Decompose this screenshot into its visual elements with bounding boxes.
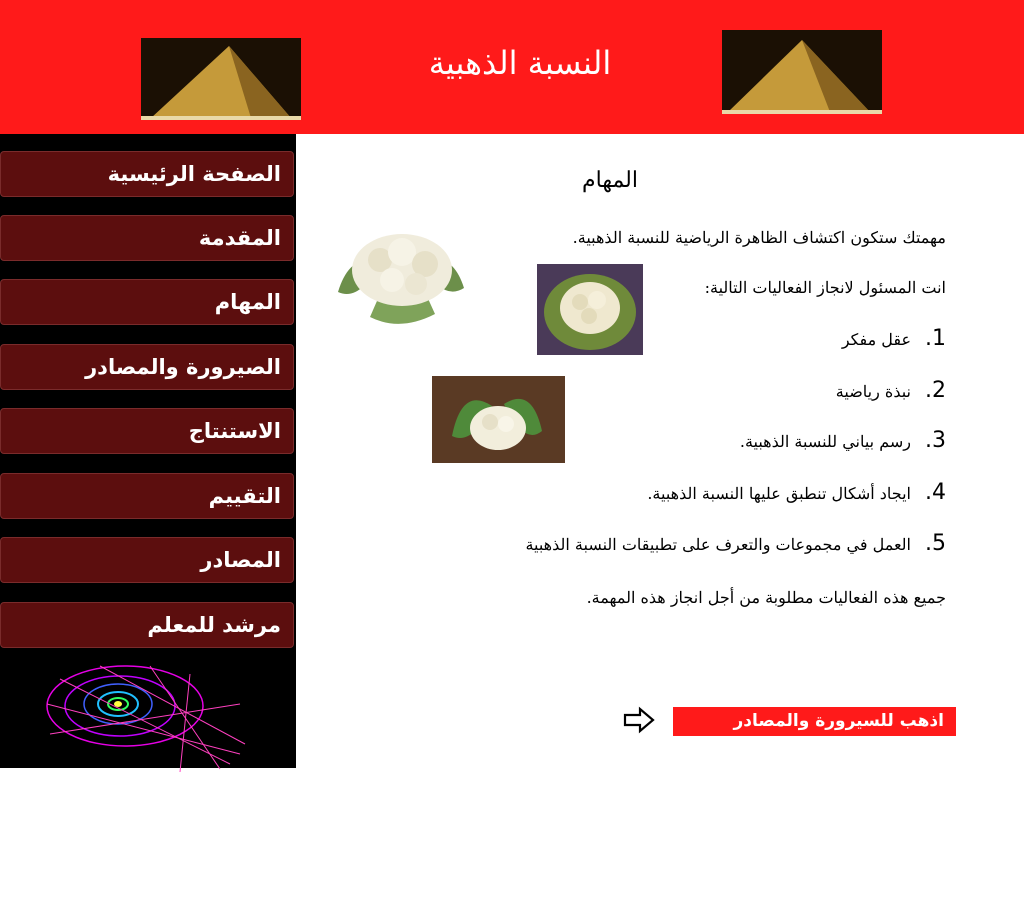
sidebar-item-sources[interactable]: المصادر: [0, 537, 294, 583]
header-banner: [0, 0, 1024, 134]
pyramid-image-left: [141, 38, 301, 120]
golden-spiral-icon: [40, 664, 250, 774]
sidebar: [0, 134, 296, 768]
cauliflower-image: [537, 264, 643, 355]
sidebar-item-evaluation[interactable]: التقييم: [0, 473, 294, 519]
section-heading: المهام: [582, 168, 638, 193]
page-title: النسبة الذهبية: [428, 44, 612, 82]
sidebar-item-introduction[interactable]: المقدمة: [0, 215, 294, 261]
list-number: 3.: [925, 428, 946, 453]
go-to-process-button[interactable]: اذهب للسيرورة والمصادر: [673, 707, 956, 736]
list-text: نبذة رياضية: [835, 382, 911, 401]
cauliflower-image: [330, 222, 472, 330]
pyramid-icon: [722, 30, 882, 114]
intro-paragraph: مهمتك ستكون اكتشاف الظاهرة الرياضية للنسبة الذهبية.: [572, 228, 946, 247]
list-number: 1.: [925, 326, 946, 351]
sidebar-item-tasks[interactable]: المهام: [0, 279, 294, 325]
list-number: 5.: [925, 531, 946, 556]
sidebar-item-conclusion[interactable]: الاستنتاج: [0, 408, 294, 454]
sidebar-item-process[interactable]: الصيرورة والمصادر: [0, 344, 294, 390]
list-text: ايجاد أشكال تنطبق عليها النسبة الذهبية.: [647, 484, 911, 503]
list-item: [647, 480, 946, 505]
list-item: [842, 326, 946, 351]
list-item: [740, 428, 946, 453]
sidebar-item-teacher-guide[interactable]: مرشد للمعلم: [0, 602, 294, 648]
responsible-paragraph: انت المسئول لانجاز الفعاليات التالية:: [704, 278, 946, 297]
list-text: عقل مفكر: [841, 330, 911, 349]
list-number: 4.: [925, 480, 946, 505]
list-item: [525, 531, 946, 556]
pyramid-icon: [141, 38, 301, 120]
sidebar-item-home[interactable]: الصفحة الرئيسية: [0, 151, 294, 197]
list-text: العمل في مجموعات والتعرف على تطبيقات النسبة الذهبية: [525, 535, 911, 554]
cauliflower-image: [432, 376, 565, 463]
arrow-right-icon[interactable]: [622, 706, 656, 734]
closing-paragraph: جميع هذه الفعاليات مطلوبة من أجل انجاز هذه المهمة.: [586, 588, 946, 607]
pyramid-image-right: [722, 30, 882, 114]
list-text: رسم بياني للنسبة الذهبية.: [739, 432, 911, 451]
list-item: [836, 378, 946, 403]
list-number: 2.: [925, 378, 946, 403]
